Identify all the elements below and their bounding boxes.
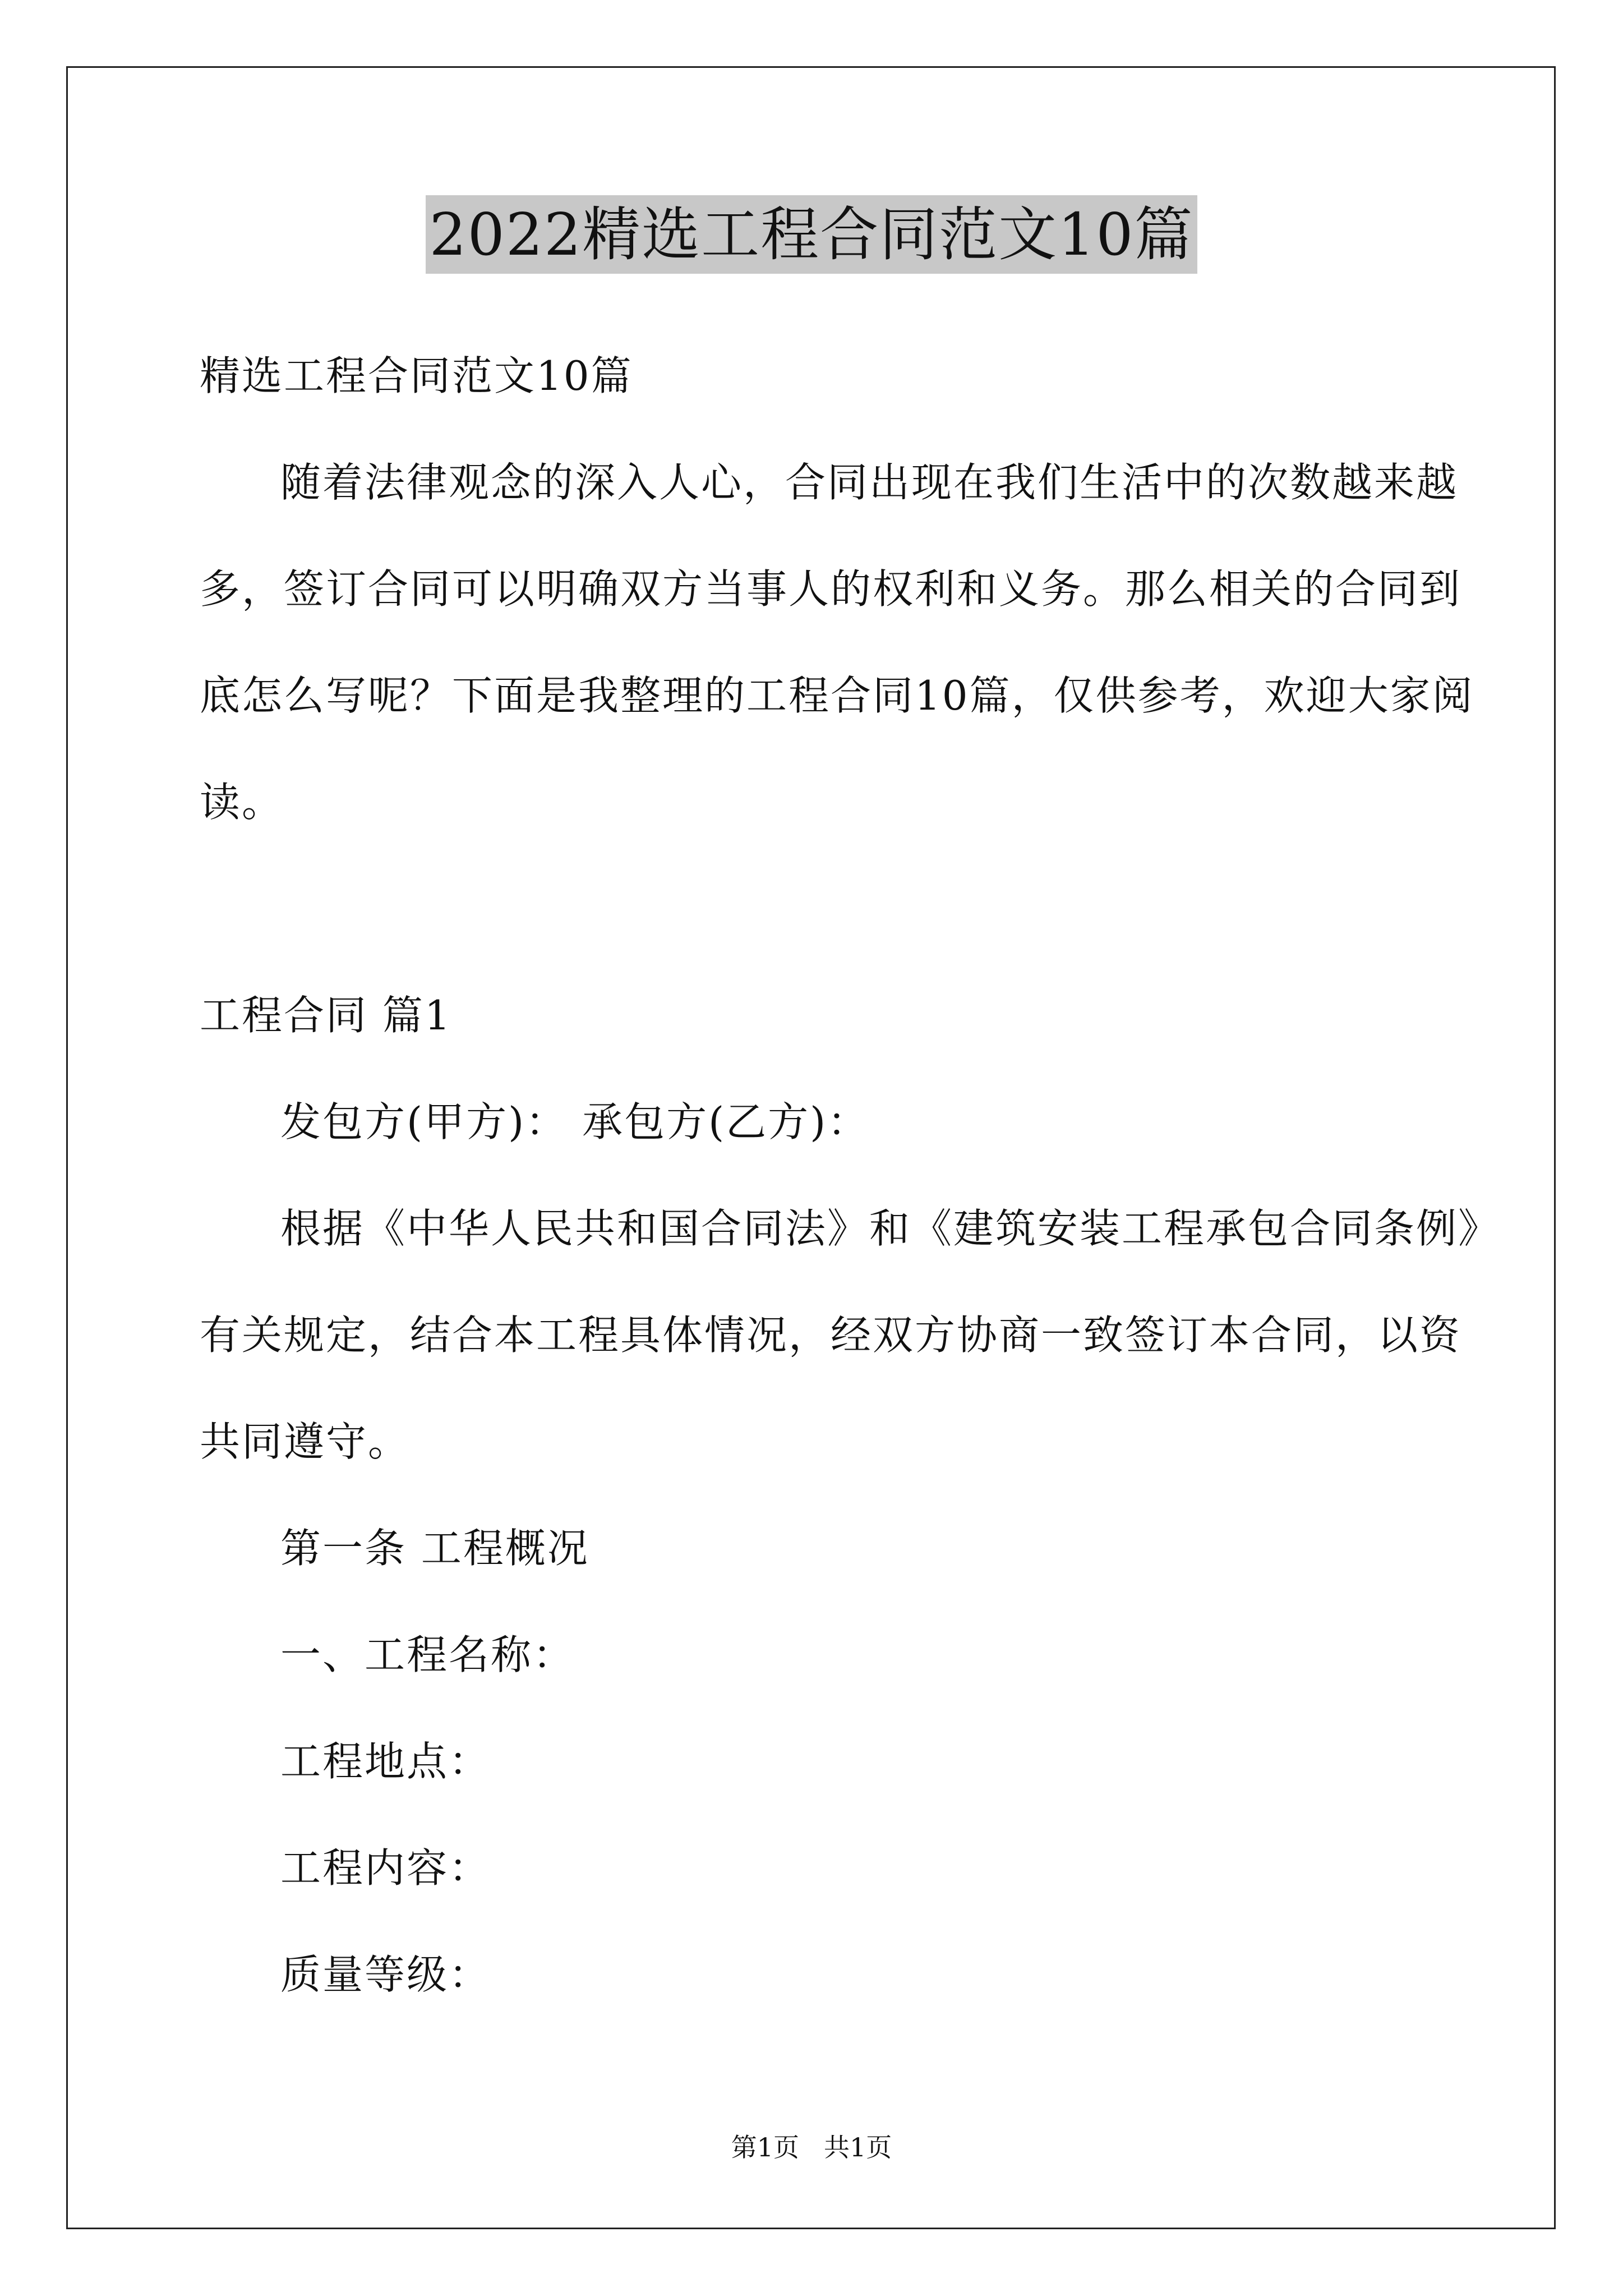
- article-heading: 第一条 工程概况: [280, 1525, 589, 1572]
- intro-line-4: 读。: [200, 779, 284, 826]
- basis-line-1: 根据《中华人民共和国合同法》和《建筑安装工程承包合同条例》: [280, 1205, 1501, 1252]
- basis-line-2: 有关规定，结合本工程具体情况，经双方协商一致签订本合同，以资: [200, 1312, 1462, 1359]
- section-heading: 工程合同 篇1: [200, 992, 452, 1039]
- page-total: 共1页: [824, 2132, 892, 2162]
- item-project-location: 工程地点：: [280, 1738, 491, 1785]
- page-footer: [0, 2131, 1623, 2164]
- title-wrap: [0, 195, 1623, 274]
- parties-line: 发包方(甲方)： 承包方(乙方)：: [280, 1098, 870, 1145]
- page-number: 第1页: [731, 2132, 799, 2162]
- item-project-name: 一、工程名称：: [280, 1631, 575, 1678]
- item-project-content: 工程内容：: [280, 1844, 491, 1892]
- intro-line-1: 随着法律观念的深入人心，合同出现在我们生活中的次数越来越: [280, 459, 1459, 506]
- document-title: 2022精选工程合同范文10篇: [426, 195, 1197, 274]
- document-subtitle: 精选工程合同范文10篇: [200, 352, 633, 399]
- basis-line-3: 共同遵守。: [200, 1418, 411, 1465]
- intro-line-2: 多，签订合同可以明确双方当事人的权利和义务。那么相关的合同到: [200, 565, 1462, 613]
- item-quality-grade: 质量等级：: [280, 1951, 491, 1998]
- intro-line-3: 底怎么写呢？下面是我整理的工程合同10篇，仅供参考，欢迎大家阅: [200, 672, 1474, 719]
